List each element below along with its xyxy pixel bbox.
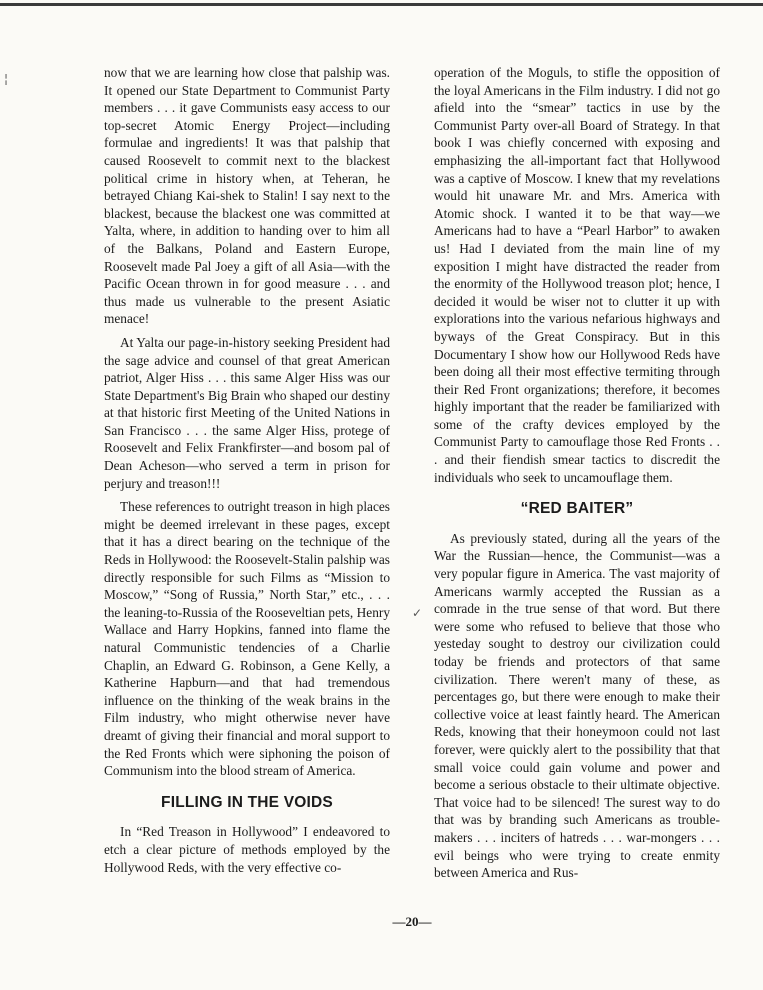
left-column bbox=[104, 64, 390, 882]
paragraph: These references to outright treason in high places might be deemed irrelevant in these pages, except that it has a direct bearing on the technique of the Reds in Hollywood: the Roosevelt-Stalin palship was directly responsible for such Films as “Mission to Moscow,” “Song of Russia,” North Star,” etc., . . . the leaning-to-Russia of the Rooseveltian pets, Henry Wallace and Harry Hopkins, fanned into flame the natural Communistic tendencies of a Charlie Chaplin, an Edward G. Robinson, a Gene Kelly, a Katherine Hapburn—and that had tremendous influence on the thinking of the weak brains in the Film industry, who might otherwise never have dreamt of giving their financial and moral support to the Red Fronts which were siphoning the poison of Communism into the blood stream of America. bbox=[104, 499, 390, 779]
paragraph: now that we are learning how close that palship was. It opened our State Department to Communist Party members . . . it gave Communists easy access to our top-secret Atomic Energy Project—including formulae and ingredients! It was that palship that caused Roosevelt to commit next to the blackest political crime in history when, at Teheran, he betrayed Chiang Kai-shek to Stalin! I say next to the blackest, because the blackest one was committed at Yalta, where, in addition to handing over to him all of the Balkans, Poland and Eastern Europe, Roosevelt made Pal Joey a gift of all Asia—with the Pacific Ocean thrown in for good measure . . . and thus made us vulnerable to the present Asiatic menace! bbox=[104, 65, 390, 327]
paragraph: operation of the Moguls, to stifle the opposition of the loyal Americans in the Film industry. I did not go afield into the “smear” tactics in use by the Communist Party over-all Board of Strategy. In that book I was chiefly concerned with exposing and emphasizing the all-important fact that Hollywood was a captive of Moscow. I knew that my revelations would hit unaware Mr. and Mrs. America with Atomic shock. I wanted it to be that way—we Americans had to have a “Pearl Harbor” to awaken us! Had I deviated from the main line of my exposition I might have distracted the reader from the enormity of the Hollywood treason plot; hence, I decided it would be wiser not to clutter it up with explorations into the various nefarious highways and byways of the Great Conspiracy. But in this Documentary I show how our Hollywood Reds have been doing all their most effective termiting through their Red Front organizations; therefore, it becomes highly important that the reader be familiarized with some of the crafty devices employed by the Communist Party to camouflage those Red Fronts . . . and their fiendish smear tactics to discredit the individuals who seek to uncamouflage them. bbox=[434, 65, 720, 485]
right-column bbox=[434, 64, 720, 888]
document-page bbox=[104, 64, 720, 929]
paragraph: As previously stated, during all the years of the War the Russian—hence, the Communist—was a very popular figure in America. The vast majority of Americans warmly accepted the Russian as a comrade in the true sense of that word. But there were some who refused to believe that those who yesteday sought to destroy our civilization could today be friends and protectors of that same civilization. There weren't many of these, as percentages go, but there were enough to make their collective voice at least faintly heard. The American Reds, knowing that their honeymoon could not last forever, were quickly alert to the possibility that that small voice could gain volume and power and become a serious obstacle to their ultimate objective. That voice had to be silenced! The surest way to do that was by branding such Americans as trouble-makers . . . inciters of hatreds . . . war-mongers . . . evil beings who were trying to create enmity between America and Rus- bbox=[434, 530, 720, 881]
margin-tick-mark: ¦ bbox=[4, 72, 9, 86]
paragraph: At Yalta our page-in-history seeking President had the sage advice and counsel of that great American patriot, Alger Hiss . . . this same Alger Hiss was our State Department's Big Brain who shaped our destiny at that historic first Meeting of the United Nations in San Francisco . . . the same Alger Hiss, protege of Roosevelt and Felix Frankfirster—and bosom pal of Dean Acheson—who served a term in prison for perjury and treason!!! bbox=[104, 334, 390, 491]
paragraph: In “Red Treason in Hollywood” I endeavored to etch a clear picture of methods employed by the Hollywood Reds, with the very effective co- bbox=[104, 824, 390, 875]
section-heading: “RED BAITER” bbox=[520, 500, 634, 518]
handwritten-check-mark: ✓ bbox=[412, 606, 423, 620]
top-border-rule bbox=[0, 3, 763, 6]
section-heading: FILLING IN THE VOIDS bbox=[161, 793, 333, 811]
page-number: —20— bbox=[392, 914, 432, 929]
